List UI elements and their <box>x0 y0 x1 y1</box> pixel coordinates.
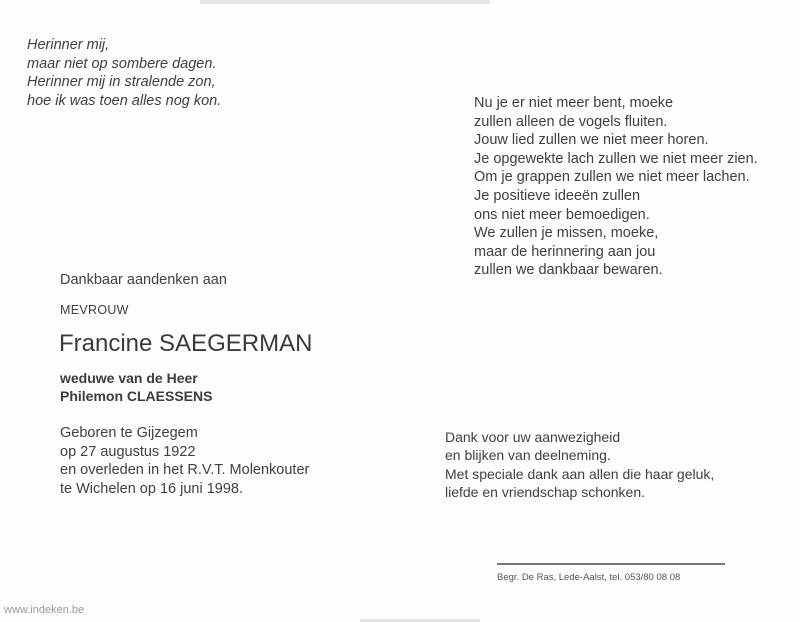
bio-line: op 27 augustus 1922 <box>60 443 196 460</box>
poem-left-line: hoe ik was toen alles nog kon. <box>27 92 222 109</box>
thanks-line: en blijken van deelneming. <box>445 447 611 464</box>
printer-credit: Begr. De Ras, Lede-Aalst, tel. 053/80 08 08 <box>497 572 681 583</box>
poem-right-line: zullen we dankbaar bewaren. <box>474 262 663 279</box>
printer-divider <box>497 563 725 565</box>
poem-right-line: maar de herinnering aan jou <box>474 243 656 260</box>
thanks-block <box>445 428 714 502</box>
husband-name: Philemon CLAESSENS <box>60 387 213 404</box>
bio-line: Geboren te Gijzegem <box>60 425 198 441</box>
widow-line: weduwe van de Heer <box>60 370 198 386</box>
poem-right-line: Jouw lied zullen we niet meer horen. <box>474 132 709 149</box>
poem-right-line: Je opgewekte lach zullen we niet meer zien. <box>474 150 758 167</box>
poem-right-line: Je positieve ideeën zullen <box>474 187 641 204</box>
poem-left <box>27 36 221 110</box>
watermark: www.indeken.be <box>4 604 85 616</box>
bio-line: en overleden in het R.V.T. Molenkouter <box>60 462 310 478</box>
bio-block <box>60 424 309 498</box>
thanks-line: liefde en vriendschap schonken. <box>445 484 646 501</box>
bio-line: te Wichelen op 16 juni 1998. <box>60 480 243 497</box>
deceased-name: Francine SAEGERMAN <box>59 330 313 357</box>
memorial-intro: Dankbaar aandenken aan <box>60 272 227 288</box>
title-prefix: MEVROUW <box>60 303 129 317</box>
poem-right-line: Om je grappen zullen we niet meer lachen. <box>474 169 750 186</box>
thanks-line: Dank voor uw aanwezigheid <box>445 429 621 445</box>
poem-left-line: maar niet op sombere dagen. <box>27 55 217 72</box>
poem-right <box>474 94 758 280</box>
poem-right-line: zullen alleen de vogels fluiten. <box>474 113 668 130</box>
poem-left-line: Herinner mij, <box>27 37 110 53</box>
poem-left-line: Herinner mij in stralende zon, <box>27 74 216 90</box>
poem-right-line: We zullen je missen, moeke, <box>474 225 659 242</box>
widow-block <box>60 370 212 405</box>
thanks-line: Met speciale dank aan allen die haar geluk, <box>445 465 715 482</box>
top-edge-shadow <box>200 0 490 4</box>
poem-right-line: ons niet meer bemoedigen. <box>474 206 650 223</box>
poem-right-line: Nu je er niet meer bent, moeke <box>474 95 674 111</box>
